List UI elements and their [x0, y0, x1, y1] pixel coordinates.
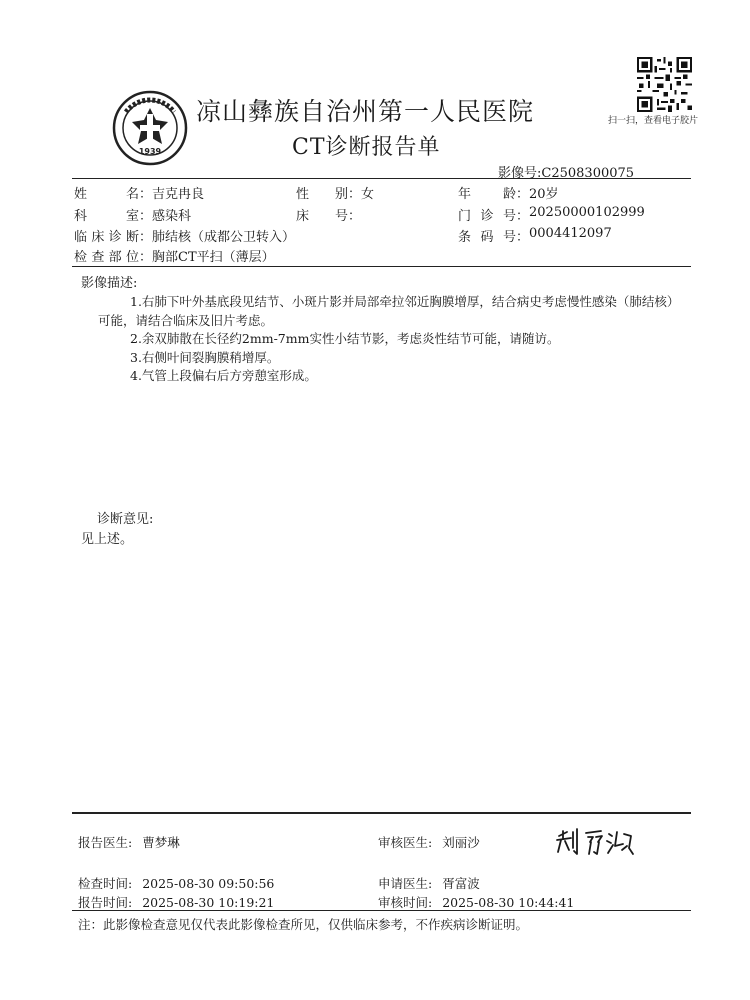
report-time	[78, 893, 274, 911]
review-doctor	[378, 833, 480, 851]
barcode-number-value: 0004412097	[529, 226, 612, 241]
header-rule	[72, 178, 691, 179]
disclaimer-note: 注：此影像检查意见仅代表此影像检查所见，仅供临床参考，不作疾病诊断证明。	[78, 917, 529, 932]
patient-age-value: 20岁	[529, 187, 559, 202]
finding-item: 4.气管上段偏右后方旁憩室形成。	[130, 368, 317, 383]
qr-caption: 扫一扫，查看电子胶片	[608, 116, 699, 126]
patient-name-value: 吉克冉良	[152, 187, 205, 202]
patient-name-label: 姓 名	[74, 187, 139, 202]
barcode-number-label: 条码号	[458, 230, 516, 245]
clinical-diagnosis-label: 临床诊断	[74, 230, 139, 245]
clinic-number-label: 门诊号	[458, 209, 516, 224]
diagnosis-title: 诊断意见:	[97, 512, 154, 527]
info-rule	[72, 266, 691, 267]
hospital-logo	[112, 90, 188, 166]
hospital-name: 凉山彝族自治州第一人民医院	[196, 97, 535, 126]
exam-time-value: 2025-08-30 09:50:56	[142, 876, 275, 891]
exam-time-label: 检查时间:	[78, 876, 133, 891]
patient-sex-label: 性 别	[296, 187, 348, 202]
review-doctor-value: 刘丽沙	[442, 835, 480, 850]
qr-code[interactable]	[637, 57, 692, 112]
review-doctor-label: 审核医生:	[378, 835, 433, 850]
request-doctor	[378, 874, 480, 892]
request-doctor-label: 申请医生:	[378, 876, 433, 891]
clinical-diagnosis-value: 肺结核（成都公卫转入）	[152, 230, 296, 245]
findings-title: 影像描述:	[81, 276, 138, 291]
clinic-number: 门诊号 ： 20250000102999	[458, 205, 645, 224]
bed-number-label: 床 号	[296, 209, 348, 224]
exam-part-label: 检查部位	[74, 250, 139, 265]
patient-sex: 性 别 ： 女	[296, 183, 374, 202]
patient-age: 年 龄 ： 20岁	[458, 183, 559, 202]
department-label: 科 室	[74, 209, 139, 224]
department-value: 感染科	[152, 209, 192, 224]
review-time-label: 审核时间:	[378, 895, 433, 910]
finding-item: 3.右侧叶间裂胸膜稍增厚。	[130, 349, 280, 365]
report-doctor	[78, 833, 180, 851]
report-time-label: 报告时间:	[78, 895, 133, 910]
svg-text:1939: 1939	[138, 147, 162, 156]
review-time-value: 2025-08-30 10:44:41	[442, 895, 575, 910]
reviewer-signature	[553, 826, 641, 860]
report-doctor-value: 曹梦琳	[142, 835, 180, 850]
patient-sex-value: 女	[361, 187, 375, 202]
finding-item: 2.余双肺散在长径约2mm-7mm实性小结节影，考虑炎性结节可能，请随访。	[130, 331, 560, 346]
patient-age-label: 年 龄	[458, 187, 516, 202]
exam-time	[78, 874, 274, 892]
exam-part: 检查部位 ： 胸部CT平扫（薄层）	[74, 246, 275, 265]
department: 科 室 ： 感染科	[74, 205, 191, 224]
report-title: CT诊断报告单	[292, 135, 441, 160]
barcode-number: 条码号 ： 0004412097	[458, 226, 612, 245]
request-doctor-value: 胥富波	[442, 876, 480, 891]
exam-part-value: 胸部CT平扫（薄层）	[152, 250, 275, 265]
footer-rule-top	[72, 812, 691, 814]
findings-list	[98, 293, 686, 386]
report-doctor-label: 报告医生:	[78, 835, 133, 850]
image-number-value: C2508300075	[541, 166, 635, 181]
review-time	[378, 893, 574, 911]
clinical-diagnosis: 临床诊断 ： 肺结核（成都公卫转入）	[74, 226, 295, 245]
report-time-value: 2025-08-30 10:19:21	[142, 895, 275, 910]
image-number-label: 影像号:	[498, 166, 542, 181]
patient-name: 姓 名 ： 吉克冉良	[74, 183, 204, 202]
finding-item: 1.右肺下叶外基底段见结节、小斑片影并局部牵拉邻近胸膜增厚，结合病史考虑慢性感染（肺结核）可能，请结合临床及旧片考虑。	[98, 294, 680, 328]
diagnosis-text: 见上述。	[81, 532, 134, 547]
clinic-number-value: 20250000102999	[529, 205, 645, 220]
bed-number: 床 号 ：	[296, 205, 361, 224]
footer-rule-bottom	[72, 910, 691, 911]
